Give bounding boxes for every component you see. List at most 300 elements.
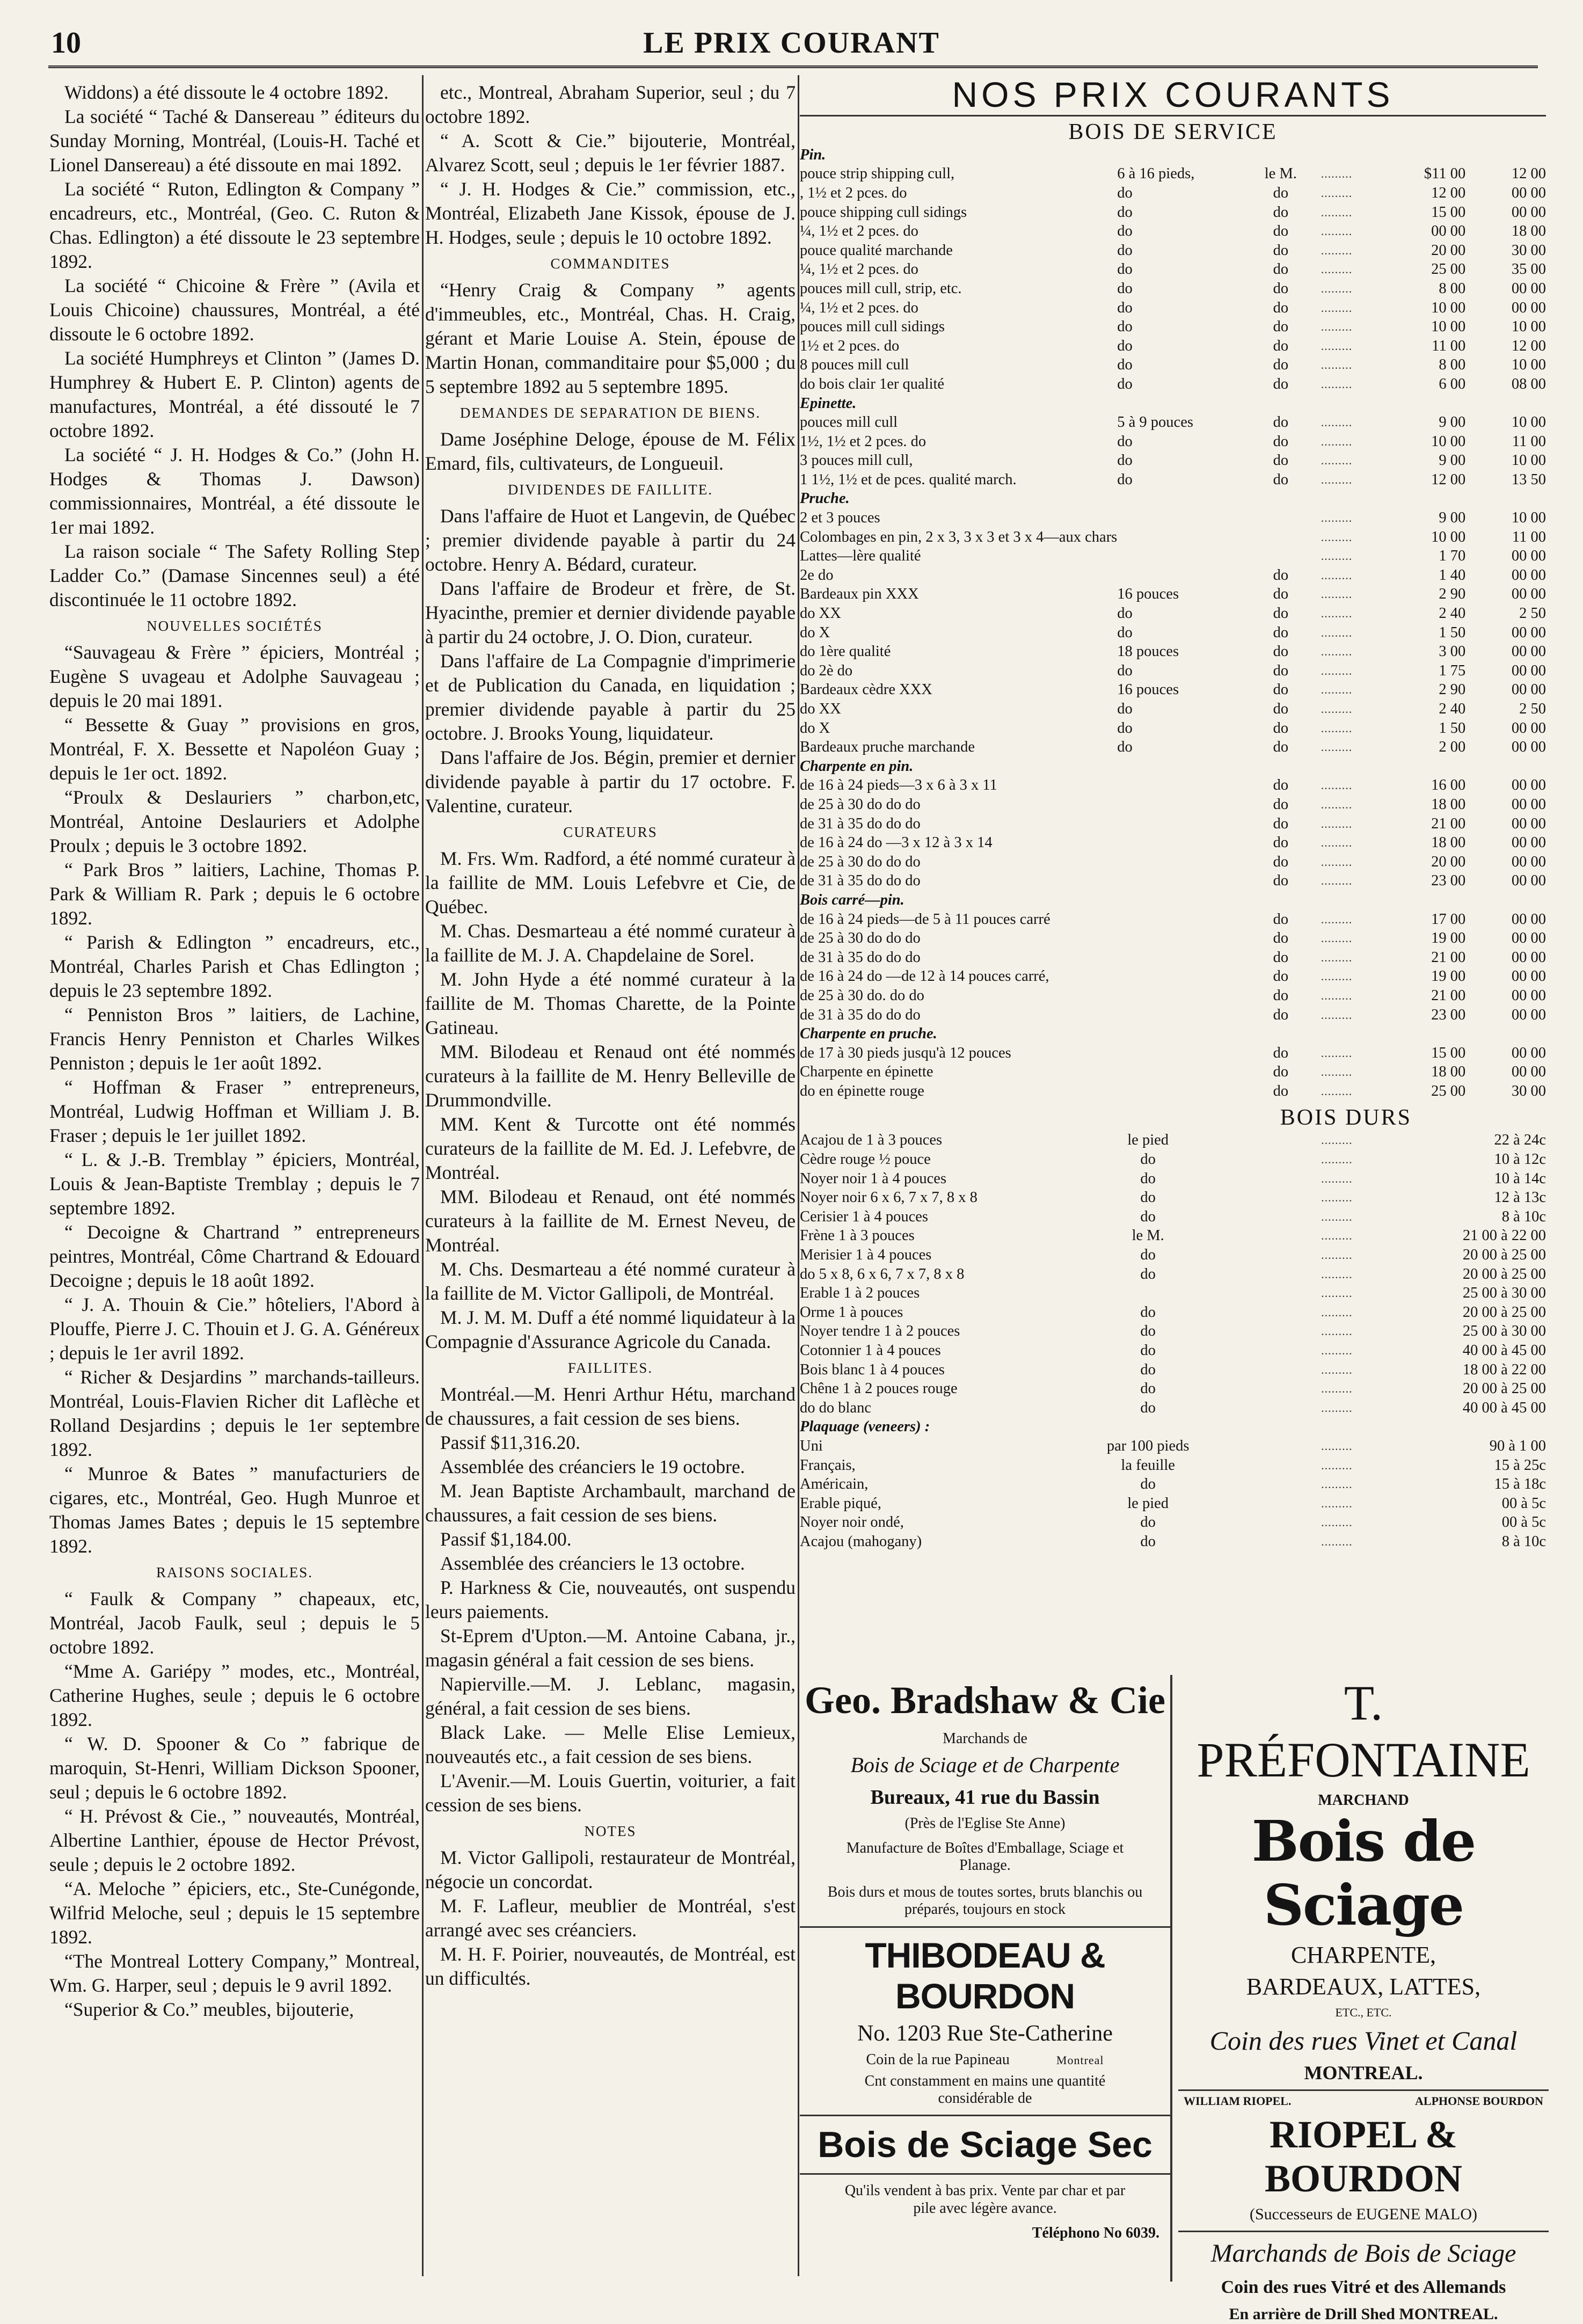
item-unit [1065,1284,1231,1303]
leader-dots: ......... [1321,377,1353,391]
price-row [800,547,1546,566]
leader-dots: ......... [1321,1324,1353,1338]
leader-dots: ......... [1321,186,1353,200]
bradshaw-line2: Bois de Sciage et de Charpente [850,1752,1120,1777]
price-high: 00 00 [1511,566,1546,584]
price-range: 18 00 à 22 00 [1462,1361,1546,1378]
bradshaw-line1: Marchands de [943,1730,1027,1747]
thibodeau-text2: Qu'ils vendent à bas prix. Vente par char et par pile avec légère avance. [844,2182,1126,2217]
item-dimension [1117,1044,1241,1063]
item-unit: le M. [1264,165,1297,183]
paragraph: “ J. A. Thouin & Cie.” hôteliers, l'Abord à Plouffe, Pierre J. C. Thouin et J. G. A. Généreux ; depuis le 1er avril 1892. [49,1294,420,1364]
leader-dots: ......... [1321,301,1353,315]
price-row [800,451,1546,471]
price-row [800,203,1546,222]
leader-dots: ......... [1321,1344,1353,1358]
item-dimension: do [1117,337,1133,354]
item-description: de 31 à 35 do do do [800,1006,921,1023]
item-description: Noyer noir 1 à 4 pouces [800,1170,947,1187]
section-title-bois-de-service: BOIS DE SERVICE [1068,120,1278,144]
price-high: 00 00 [1511,662,1546,679]
price-high: 00 00 [1511,930,1546,947]
item-description: Orme 1 à pouces [800,1303,903,1321]
paragraph: M. John Hyde a été nommé curateur à la faillite de M. Thomas Charette, de la Pointe Gatineau. [425,968,796,1038]
price-row [800,1532,1546,1551]
paragraph: P. Harkness & Cie, nouveautés, ont suspendu leurs paiements. [425,1577,796,1622]
column-divider-1 [422,75,424,2276]
item-description: Merisier 1 à 4 pouces [800,1247,932,1264]
price-list-title: NOS PRIX COURANTS [952,75,1394,114]
item-dimension: 6 à 16 pieds, [1117,165,1195,183]
prefontaine-line4: Coin des rues Vinet et Canal [1209,2026,1518,2056]
item-dimension [1117,1006,1241,1025]
item-dimension [1117,566,1241,585]
riopel-name: RIOPEL & BOURDON [1264,2112,1462,2201]
price-range: 40 00 à 45 00 [1462,1342,1546,1359]
item-dimension: 18 pouces [1117,643,1179,660]
price-low: 19 00 [1431,968,1466,985]
paragraph: “ Faulk & Company ” chapeaux, etc, Montréal, Jacob Faulk, seul ; depuis le 5 octobre 1892. [49,1588,420,1658]
price-low: 1 75 [1439,662,1466,679]
leader-dots: ......... [1321,416,1353,429]
price-range: 12 à 13c [1494,1189,1546,1206]
price-range: 00 à 5c [1501,1514,1546,1531]
price-low: 19 00 [1431,930,1466,947]
paragraph: Napierville.—M. J. Leblanc, magasin, général, a fait cession de ses biens. [425,1673,796,1719]
item-dimension: do [1117,261,1133,278]
item-unit: do [1273,701,1289,718]
thibodeau-phone: Téléphono No 6039. [1032,2224,1159,2241]
paragraph: “ Decoigne & Chartrand ” entrepreneurs peintres, Montréal, Côme Chartrand & Edouard Decoigne ; depuis le 18 août 1892. [49,1221,420,1291]
paragraph: “Proulx & Deslauriers ” charbon,etc, Montréal, Antoine Deslauriers et Adolphe Proulx ; depuis le 3 octobre 1892. [49,786,420,856]
item-dimension: do [1117,701,1133,718]
item-unit: do [1273,681,1289,698]
paragraph: M. J. M. M. Duff a été nommé liquidateur à la Compagnie d'Assurance Agricole du Canada. [425,1307,796,1352]
paragraph: “ A. Scott & Cie.” bijouterie, Montréal, Alvarez Scott, seul ; depuis le 1er février 1887. [425,130,796,176]
paragraph: M. Chas. Desmarteau a été nommé curateur à la faillite de M. J. A. Chapdelaine de Sorel. [425,920,796,966]
paragraph: “ Richer & Desjardins ” marchands-tailleurs. Montréal, Louis-Flavien Richer dit Laflèche et Rolland Desjardins ; depuis le 1er septembre 1892. [49,1366,420,1460]
paragraph: “Sauvageau & Frère ” épiciers, Montréal ; Eugène S uvageau et Adolphe Sauvageau ; depuis le 20 mai 1891. [49,642,420,711]
price-row [800,165,1546,184]
paragraph: Dans l'affaire de Huot et Langevin, de Québec ; premier dividende payable à partir du 24 octobre. Henry A. Bédard, curateur. [425,505,796,575]
price-low: 16 00 [1431,777,1466,794]
item-description: Erable 1 à 2 pouces [800,1285,920,1302]
item-unit: do [1140,1323,1156,1340]
item-dimension: 16 pouces [1117,681,1179,698]
leader-dots: ......... [1321,1401,1353,1415]
item-description: de 31 à 35 do do do [800,872,921,890]
item-description: pouces mill cull sidings [800,318,945,336]
riopel-right: ALPHONSE BOURDON [1415,2094,1543,2108]
item-dimension: do [1117,356,1133,374]
leader-dots: ......... [1321,434,1353,448]
price-range: 20 00 à 25 00 [1462,1265,1546,1283]
paragraph: “A. Meloche ” épiciers, etc., Ste-Cunégonde, Wilfrid Meloche, seul ; depuis le 15 septembre 1892. [49,1878,420,1948]
item-description: do XX [800,701,841,718]
item-description: do 5 x 8, 6 x 6, 7 x 7, 8 x 8 [800,1265,965,1283]
ad-right [1178,1675,1549,2323]
thibodeau-corner-line [800,2051,1170,2068]
leader-dots: ......... [1321,702,1353,716]
item-unit: do [1140,1533,1156,1550]
item-description: Bois blanc 1 à 4 pouces [800,1361,945,1378]
leader-dots: ......... [1321,530,1353,544]
item-description: de 16 à 24 pieds—de 5 à 11 pouces carré [800,910,1051,928]
paragraph: Dans l'affaire de Brodeur et frère, de St. Hyacinthe, premier et dernier dividende payable à partir du 24 octobre, J. O. Dion, curateur. [425,578,796,647]
section-heading: NOUVELLES SOCIÉTÉS [147,618,323,634]
price-row [800,1082,1546,1101]
item-unit: do [1140,1170,1156,1187]
leader-dots: ......... [1321,836,1353,850]
price-high: 00 00 [1511,853,1546,870]
price-range: 25 00 à 30 00 [1462,1323,1546,1340]
category-row [800,145,1546,165]
price-row [800,1475,1546,1494]
leader-dots: ......... [1321,1363,1353,1376]
price-row [800,508,1546,528]
item-description: ¼, 1½ et 2 pces. do [800,223,918,240]
paragraph: “Mme A. Gariépy ” modes, etc., Montréal, Catherine Hughes, seule ; depuis le 6 octobre 1892. [49,1660,420,1730]
price-row [800,1398,1546,1418]
price-high: 00 00 [1511,548,1546,565]
price-low: 00 00 [1431,223,1466,240]
price-row [800,910,1546,929]
price-row [800,1188,1546,1207]
price-row [800,872,1546,891]
leader-dots: ......... [1321,625,1353,639]
price-high: 2 50 [1519,605,1546,622]
bradshaw-name: Geo. Bradshaw & Cie [805,1679,1165,1722]
item-description: pouce shipping cull sidings [800,203,967,221]
item-unit: do [1273,280,1289,297]
prefontaine-line2: BARDEAUX, LATTES, [1246,1973,1481,2000]
price-high: 00 00 [1511,1044,1546,1061]
price-range: 25 00 à 30 00 [1462,1285,1546,1302]
item-dimension [1117,910,1241,929]
price-high: 12 00 [1511,165,1546,183]
price-low: 25 00 [1431,261,1466,278]
leader-dots: ......... [1321,1133,1353,1147]
prefontaine-name: T. PRÉFONTAINE [1197,1675,1530,1787]
paragraph: “The Montreal Lottery Company,” Montreal, Wm. G. Harper, seul ; depuis le 9 avril 1892. [49,1950,420,1996]
thibodeau-address: No. 1203 Rue Ste-Catherine [857,2021,1113,2046]
leader-dots: ......... [1321,511,1353,525]
leader-dots: ......... [1321,281,1353,295]
item-description: Bardeaux pruche marchande [800,739,975,756]
riopel-partners [1178,2094,1549,2108]
paragraph: L'Avenir.—M. Louis Guertin, voiturier, a fait cession de ses biens. [425,1770,796,1816]
price-high: 10 00 [1511,452,1546,469]
item-unit: do [1273,184,1289,201]
item-unit: do [1273,643,1289,660]
leader-dots: ......... [1321,855,1353,869]
item-description: 2e do [800,566,834,584]
item-dimension [1117,872,1241,891]
item-unit: do [1273,624,1289,641]
item-dimension [1117,508,1241,528]
item-description: de 31 à 35 do do do [800,949,921,966]
section-heading: FAILLITES. [567,1360,653,1376]
bradshaw-line6: Bois durs et mous de toutes sortes, bruts blanchis ou préparés, toujours en stock [827,1884,1143,1918]
item-dimension: do [1117,605,1133,622]
leader-dots: ......... [1321,607,1353,621]
item-unit: le pied [1127,1132,1169,1149]
paragraph: etc., Montreal, Abraham Superior, seul ; du 7 octobre 1892. [425,82,796,127]
item-description: pouce qualité marchande [800,242,953,259]
item-dimension [1117,1063,1241,1082]
leader-dots: ......... [1321,797,1353,811]
price-row [800,317,1546,337]
category-label: Pin. [800,146,826,163]
price-row [800,1131,1546,1150]
item-dimension [1117,948,1241,967]
price-high: 30 00 [1511,242,1546,259]
price-range: 20 00 à 25 00 [1462,1303,1546,1321]
item-dimension: do [1117,223,1133,240]
item-unit: do [1273,375,1289,392]
item-description: Acajou (mahogany) [800,1533,922,1550]
category-label: Charpente en pin. [800,757,914,775]
item-unit: do [1273,1006,1289,1023]
item-unit: do [1273,586,1289,603]
leader-dots: ......... [1321,263,1353,276]
price-low: 25 00 [1431,1082,1466,1099]
price-high: 00 00 [1511,586,1546,603]
item-unit [1241,528,1321,547]
item-unit: do [1140,1399,1156,1416]
price-low: 3 00 [1439,643,1466,660]
price-row [800,222,1546,241]
section-heading: DEMANDES DE SEPARATION DE BIENS. [459,405,761,421]
item-dimension [1117,986,1241,1006]
price-row [800,1169,1546,1189]
item-description: de 25 à 30 do. do do [800,987,924,1004]
price-high: 00 00 [1511,1063,1546,1081]
price-high: 00 00 [1511,1006,1546,1023]
leader-dots: ......... [1321,1439,1353,1453]
paragraph: “ Bessette & Guay ” provisions en gros, Montréal, F. X. Bessette et Napoléon Guay ; depuis le 1er oct. 1892. [49,714,420,784]
price-row [800,585,1546,604]
price-row [800,1063,1546,1082]
prefontaine-line5: MONTREAL. [1304,2061,1423,2083]
paragraph: MM. Bilodeau et Renaud, ont été nommés curateurs à la faillite de M. Ernest Neveu, de Montréal. [425,1186,796,1256]
leader-dots: ......... [1321,1305,1353,1319]
price-high: 10 00 [1511,356,1546,374]
price-low: 20 00 [1431,853,1466,870]
leader-dots: ......... [1321,721,1353,735]
bradshaw-line4: (Près de l'Eglise Ste Anne) [904,1815,1066,1832]
page-number: 10 [51,26,81,60]
header-rule [48,65,1538,71]
leader-dots: ......... [1321,167,1353,181]
item-description: pouces mill cull, strip, etc. [800,280,962,297]
price-row [800,337,1546,356]
item-description: Charpente en épinette [800,1063,933,1081]
paragraph: M. H. F. Poirier, nouveautés, de Montréal, est un difficultés. [425,1943,796,1989]
paragraph: “ Munroe & Bates ” manufacturiers de cigares, etc., Montréal, Geo. Hugh Munroe et Thomas James Bates ; depuis le 15 septembre 1892. [49,1463,420,1557]
price-range: 00 à 5c [1501,1495,1546,1512]
item-dimension [1117,1082,1241,1101]
item-unit: do [1273,796,1289,813]
item-dimension: do [1117,299,1133,316]
leader-dots: ......... [1321,1458,1353,1472]
item-unit: do [1273,261,1289,278]
price-low: 2 40 [1439,701,1466,718]
item-description: Colombages en pin, 2 x 3, 3 x 3 et 3 x 4—aux chars [800,528,1118,545]
leader-dots: ......... [1321,683,1353,697]
item-description: Cèdre rouge ½ pouce [800,1151,931,1168]
price-low: 20 00 [1431,242,1466,259]
ad-divider [800,1926,1170,1928]
price-high: 00 00 [1511,681,1546,698]
leader-dots: ......... [1321,1382,1353,1396]
item-unit: la feuille [1121,1456,1175,1474]
item-unit: do [1140,1361,1156,1378]
leader-dots: ......... [1321,740,1353,754]
paragraph: Montréal.—M. Henri Arthur Hétu, marchand de chaussures, a fait cession de ses biens. [425,1383,796,1429]
column-divider-2 [798,75,799,2276]
leader-dots: ......... [1321,988,1353,1002]
paragraph: M. Chs. Desmarteau a été nommé curateur à la faillite de M. Victor Gallipoli, de Montréal. [425,1258,796,1304]
paragraph: La raison sociale “ The Safety Rolling Step Ladder Co.” (Damase Sincennes seul) a été discontinuée le 11 octobre 1892. [49,541,420,610]
column-1 [49,81,420,2022]
paragraph: La société “ Ruton, Edlington & Company ” encadreurs, etc., Montréal, (Geo. C. Ruton & Chas. Edlington) a été dissoute le 23 septembre 1892. [49,178,420,272]
price-low: 1 70 [1439,548,1466,565]
category-label: Plaquage (veneers) : [800,1418,930,1436]
paragraph: M. Jean Baptiste Archambault, marchand de chaussures, a fait cession de ses biens. [425,1480,796,1526]
price-high: 00 00 [1511,624,1546,641]
prefontaine-marchand: MARCHAND [1318,1791,1409,1809]
item-unit: do [1273,223,1289,240]
item-dimension: do [1117,433,1133,450]
price-row [800,528,1546,547]
paragraph: “ Parish & Edlington ” encadreurs, etc., Montréal, Charles Parish et Chas Edlington ; depuis le 23 septembre 1892. [49,931,420,1001]
paragraph: Black Lake. — Melle Elise Lemieux, nouveautés etc., a fait cession de ses biens. [425,1722,796,1767]
section-title-bois-durs: BOIS DURS [1280,1105,1412,1130]
item-unit: do [1273,930,1289,947]
item-unit: do [1140,1189,1156,1206]
leader-dots: ......... [1321,1534,1353,1548]
price-row [800,948,1546,967]
price-high: 00 00 [1511,815,1546,832]
item-unit: do [1273,853,1289,870]
paragraph: La société “ Taché & Dansereau ” éditeurs du Sunday Morning, Montréal, (Louis-H. Taché et Lionel Dansereau) a été dissoute en mai 1892. [49,106,420,176]
leader-dots: ......... [1321,1046,1353,1060]
category-row [800,891,1546,910]
price-row [800,279,1546,298]
item-unit: do [1140,1151,1156,1168]
item-description: 1½ et 2 pces. do [800,337,900,354]
column-2 [425,81,796,1991]
price-row [800,1494,1546,1513]
item-dimension: do [1117,452,1133,469]
item-unit: do [1273,910,1289,928]
paragraph: La société “ J. H. Hodges & Co.” (John H. Hodges & Thomas J. Dawson) commissionnaires, Montréal, a été dissoute le 1er mai 1892. [49,444,420,538]
item-dimension [1117,547,1241,566]
item-description: Erable piqué, [800,1495,881,1512]
price-low: 8 00 [1439,356,1466,374]
item-description: 8 pouces mill cull [800,356,909,374]
thibodeau-name: THIBODEAU & BOURDON [865,1935,1105,2016]
item-dimension: do [1117,203,1133,221]
price-list [800,75,1546,1551]
price-row [800,1227,1546,1246]
item-dimension [1117,776,1241,796]
item-unit: le pied [1127,1495,1169,1512]
price-row [800,1322,1546,1342]
price-high: 10 00 [1511,318,1546,336]
price-low: 15 00 [1431,1044,1466,1061]
price-row [800,967,1546,987]
item-description: do en épinette rouge [800,1082,924,1099]
leader-dots: ......... [1321,1210,1353,1223]
price-row [800,1044,1546,1063]
price-low: 2 90 [1439,586,1466,603]
price-low: 21 00 [1431,815,1466,832]
leader-dots: ......... [1321,549,1353,563]
paragraph: “Superior & Co.” meubles, bijouterie, [64,1999,354,2020]
newspaper-title: LE PRIX COURANT [643,26,940,60]
price-high: 12 00 [1511,337,1546,354]
price-low: 18 00 [1431,834,1466,851]
paragraph: Passif $1,184.00. [440,1528,572,1550]
prefontaine-line3: ETC., ETC. [1335,2006,1392,2020]
ad-left [800,1675,1172,2282]
item-unit: do [1273,203,1289,221]
leader-dots: ......... [1321,645,1353,659]
leader-dots: ......... [1321,931,1353,945]
paragraph: “ Park Bros ” laitiers, Lachine, Thomas P. Park & William R. Park ; depuis le 6 octobre 1892. [49,859,420,929]
leader-dots: ......... [1321,912,1353,926]
leader-dots: ......... [1321,472,1353,486]
price-high: 00 00 [1511,949,1546,966]
item-description: do X [800,624,830,641]
item-dimension [1117,853,1241,872]
paragraph: Assemblée des créanciers le 13 octobre. [440,1553,745,1574]
paragraph: M. Frs. Wm. Radford, a été nommé curateur à la faillite de MM. Louis Lefebvre et Cie, de Québec. [425,848,796,917]
price-row [800,661,1546,681]
price-row [800,432,1546,451]
item-description: de 16 à 24 pieds—3 x 6 à 3 x 11 [800,777,997,794]
price-high: 00 00 [1511,834,1546,851]
item-unit: do [1273,337,1289,354]
item-dimension: do [1117,739,1133,756]
item-dimension: 5 à 9 pouces [1117,414,1193,431]
price-low: 1 40 [1439,566,1466,584]
item-dimension [1117,528,1241,547]
paragraph: “ J. H. Hodges & Cie.” commission, etc., Montréal, Elizabeth Jane Kissok, épouse de J. H. Hodges, seule ; depuis le 10 octobre 1892. [425,178,796,248]
item-dimension: do [1117,662,1133,679]
leader-dots: ......... [1321,1267,1353,1281]
price-low: 2 90 [1439,681,1466,698]
riopel-line1: Marchands de Bois de Sciage [1210,2239,1516,2268]
price-high: 00 00 [1511,299,1546,316]
price-row [800,184,1546,203]
leader-dots: ......... [1321,950,1353,964]
item-unit: do [1140,1342,1156,1359]
item-unit: do [1140,1514,1156,1531]
paragraph: M. Victor Gallipoli, restaurateur de Montréal, négocie un concordat. [425,1847,796,1892]
price-low: 18 00 [1431,796,1466,813]
item-description: Uni [800,1437,823,1454]
item-description: Cotonnier 1 à 4 pouces [800,1342,941,1359]
category-label: Pruche. [800,490,850,507]
item-dimension: do [1117,719,1133,737]
price-high: 18 00 [1511,223,1546,240]
item-unit: do [1273,414,1289,431]
price-row [800,1207,1546,1227]
paragraph: “Henry Craig & Company ” agents d'immeubles, etc., Montréal, Chas. H. Craig, gérant et Marie Louise A. Stein, épouse de Martin Honan, commanditaire pour $5,000 ; du 5 septembre 1892 au 5 septembre 1895. [425,279,796,397]
